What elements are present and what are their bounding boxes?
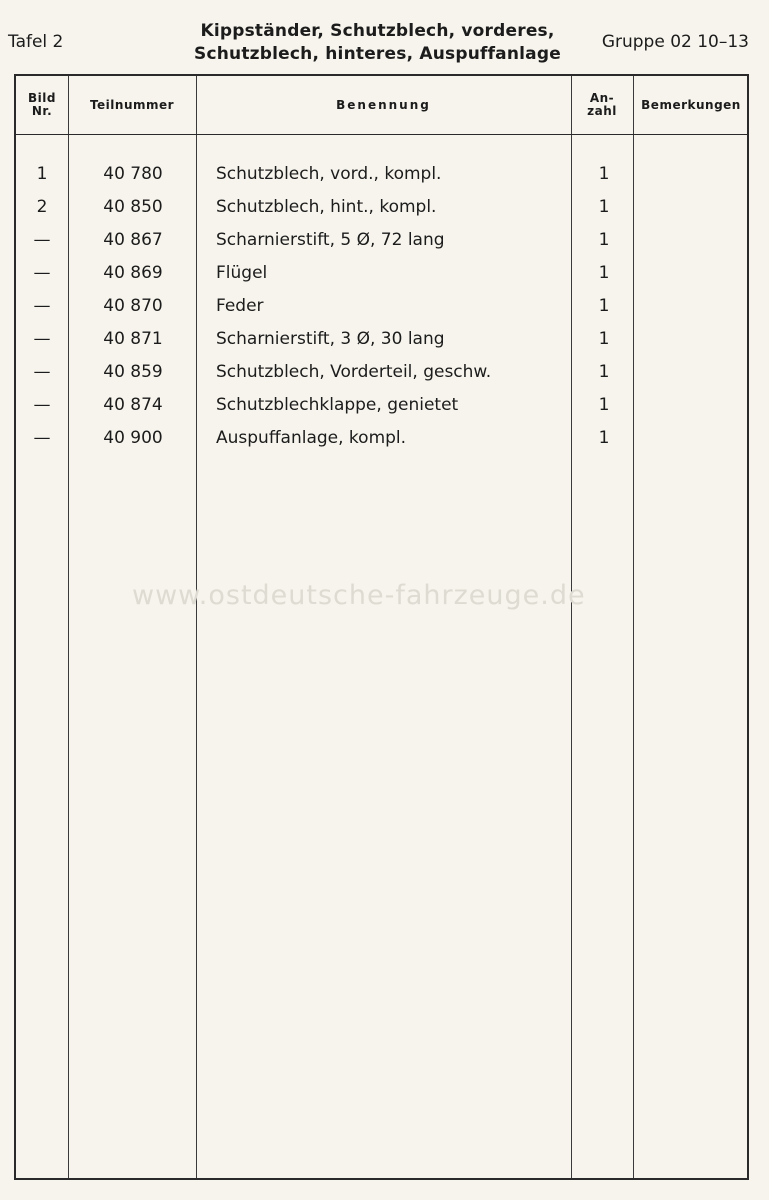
cell-anzahl: 1 — [598, 395, 610, 415]
cell-anzahl: 1 — [598, 164, 610, 184]
header-teilnummer: Teilnummer — [89, 97, 175, 112]
cell-bemerkungen — [635, 290, 749, 322]
header-anzahl-line-2: zahl — [587, 104, 617, 118]
cell-benennung: Schutzblech, vord., kompl. — [216, 164, 442, 184]
cell-teilnummer: 40 869 — [103, 263, 163, 283]
cell-bild-nr: — — [33, 329, 51, 349]
table-row — [16, 389, 747, 421]
cell-bemerkungen — [635, 422, 749, 454]
cell-anzahl: 1 — [598, 197, 610, 217]
cell-bemerkungen — [635, 158, 749, 190]
cell-teilnummer: 40 870 — [103, 296, 163, 316]
cell-bild-nr: 1 — [36, 164, 48, 184]
page-title — [180, 20, 575, 66]
cell-anzahl: 1 — [598, 263, 610, 283]
cell-bild-nr: — — [33, 395, 51, 415]
cell-bild-nr: — — [33, 428, 51, 448]
cell-bemerkungen — [635, 257, 749, 289]
page-title-line-2: Schutzblech, hinteres, Auspuffanlage — [194, 44, 561, 64]
cell-benennung: Auspuffanlage, kompl. — [216, 428, 407, 448]
cell-benennung: Scharnierstift, 5 Ø, 72 lang — [216, 230, 445, 250]
cell-teilnummer: 40 874 — [103, 395, 163, 415]
table-row — [16, 422, 747, 454]
table-row — [16, 158, 747, 190]
cell-bemerkungen — [635, 389, 749, 421]
cell-bild-nr: — — [33, 230, 51, 250]
page-label: Tafel 2 — [8, 32, 64, 52]
page-title-line-1: Kippständer, Schutzblech, vorderes, — [200, 21, 555, 41]
cell-bild-nr: — — [33, 362, 51, 382]
table-row — [16, 224, 747, 256]
table-row — [16, 191, 747, 223]
header-anzahl-line-1: An- — [589, 91, 615, 105]
header-bild-line-1: Bild — [28, 91, 56, 105]
header-benennung: Benennung — [336, 97, 431, 112]
cell-teilnummer: 40 867 — [103, 230, 163, 250]
cell-anzahl: 1 — [598, 230, 610, 250]
header-anzahl — [571, 76, 633, 134]
table-row — [16, 290, 747, 322]
table-row — [16, 257, 747, 289]
cell-bemerkungen — [635, 323, 749, 355]
header-bild-nr — [16, 76, 68, 134]
cell-teilnummer: 40 850 — [103, 197, 163, 217]
table-row — [16, 356, 747, 388]
cell-bild-nr: — — [33, 296, 51, 316]
cell-benennung: Feder — [216, 296, 264, 316]
watermark: www.ostdeutsche-fahrzeuge.de — [132, 580, 586, 611]
cell-bemerkungen — [635, 356, 749, 388]
cell-benennung: Schutzblech, hint., kompl. — [216, 197, 437, 217]
header-bemerkungen: Bemerkungen — [641, 97, 741, 112]
header-bild-line-2: Nr. — [31, 104, 53, 118]
cell-benennung: Scharnierstift, 3 Ø, 30 lang — [216, 329, 445, 349]
cell-anzahl: 1 — [598, 329, 610, 349]
cell-teilnummer: 40 859 — [103, 362, 163, 382]
cell-anzahl: 1 — [598, 428, 610, 448]
cell-bild-nr: 2 — [36, 197, 48, 217]
group-label: Gruppe 02 10–13 — [601, 32, 749, 52]
cell-teilnummer: 40 871 — [103, 329, 163, 349]
cell-bemerkungen — [635, 191, 749, 223]
cell-benennung: Schutzblech, Vorderteil, geschw. — [216, 362, 492, 382]
cell-teilnummer: 40 900 — [103, 428, 163, 448]
cell-anzahl: 1 — [598, 296, 610, 316]
cell-benennung: Flügel — [216, 263, 268, 283]
cell-anzahl: 1 — [598, 362, 610, 382]
cell-bemerkungen — [635, 224, 749, 256]
table-row — [16, 323, 747, 355]
header-divider — [16, 134, 747, 135]
cell-teilnummer: 40 780 — [103, 164, 163, 184]
cell-bild-nr: — — [33, 263, 51, 283]
parts-table — [14, 74, 749, 1180]
cell-benennung: Schutzblechklappe, genietet — [216, 395, 459, 415]
